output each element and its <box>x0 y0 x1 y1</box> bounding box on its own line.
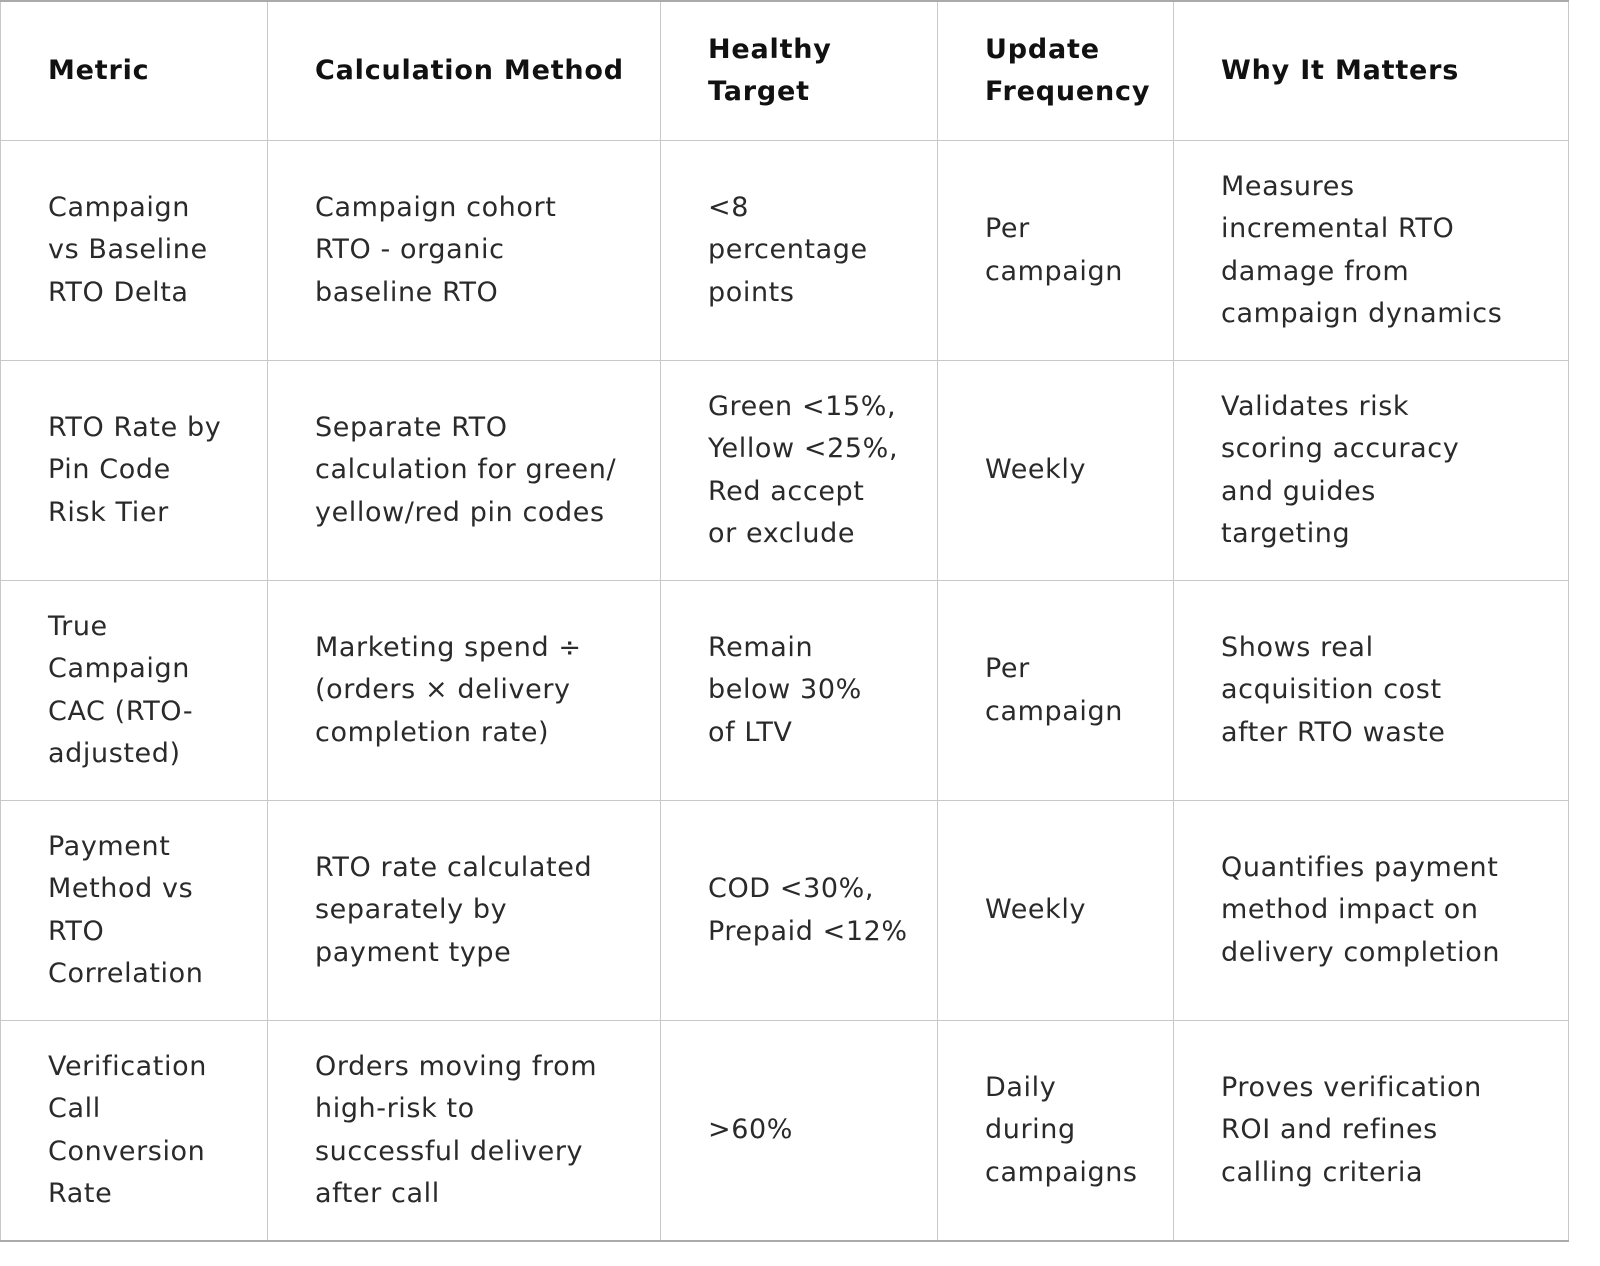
cell-text: calculation for green/ <box>315 454 617 486</box>
cell-text: Campaign <box>48 653 190 684</box>
cell-text: Call <box>48 1093 101 1124</box>
cell-text: Yellow <25%, <box>708 433 899 464</box>
header-text: Target <box>708 76 810 107</box>
cell-calculation-method <box>268 1021 661 1242</box>
cell-text: calling criteria <box>1221 1156 1424 1188</box>
cell-why-it-matters <box>1174 581 1569 801</box>
cell-healthy-target <box>661 801 938 1021</box>
cell-text: campaign dynamics <box>1221 298 1503 329</box>
cell-text: Rate <box>48 1178 113 1209</box>
cell-text: campaign <box>985 695 1123 727</box>
cell-text: during <box>985 1114 1076 1146</box>
header-text: Why It Matters <box>1221 54 1460 86</box>
header-update-frequency <box>938 1 1174 141</box>
cell-text: RTO - organic <box>315 234 505 266</box>
cell-text: RTO <box>48 915 105 947</box>
header-healthy-target <box>661 1 938 141</box>
cell-calculation-method <box>268 361 661 581</box>
header-metric <box>1 1 268 141</box>
cell-text: method impact on <box>1221 894 1479 926</box>
cell-text: >60% <box>708 1114 794 1146</box>
table-row <box>1 1021 1569 1242</box>
cell-text: Weekly <box>985 894 1087 926</box>
header-text: Metric <box>48 54 150 86</box>
cell-metric <box>1 581 268 801</box>
cell-text: Validates risk <box>1221 390 1410 422</box>
cell-text: campaign <box>985 255 1123 287</box>
header-row <box>1 1 1569 141</box>
cell-text: adjusted) <box>48 738 181 769</box>
cell-healthy-target <box>661 361 938 581</box>
cell-text: vs Baseline <box>48 234 208 266</box>
cell-update-frequency <box>938 361 1174 581</box>
cell-text: percentage <box>708 234 868 266</box>
cell-text: Pin Code <box>48 454 171 486</box>
cell-text: points <box>708 276 795 308</box>
cell-text: Orders moving from <box>315 1050 598 1082</box>
cell-metric <box>1 801 268 1021</box>
header-why-it-matters <box>1174 1 1569 141</box>
cell-text: delivery completion <box>1221 936 1501 968</box>
cell-text: True <box>48 610 108 642</box>
cell-text: Remain <box>708 631 814 663</box>
cell-text: Proves verification <box>1221 1071 1482 1103</box>
cell-text: <8 <box>708 191 750 223</box>
cell-text: scoring accuracy <box>1221 433 1460 464</box>
cell-healthy-target <box>661 1021 938 1242</box>
cell-why-it-matters <box>1174 361 1569 581</box>
cell-text: Measures <box>1221 170 1355 202</box>
cell-metric <box>1 1021 268 1242</box>
cell-why-it-matters <box>1174 1021 1569 1242</box>
cell-healthy-target <box>661 141 938 361</box>
cell-text: Per <box>985 213 1030 244</box>
cell-text: acquisition cost <box>1221 674 1442 706</box>
cell-text: or exclude <box>708 518 856 549</box>
cell-text: RTO Delta <box>48 276 189 308</box>
cell-text: successful delivery <box>315 1135 584 1167</box>
cell-text: Prepaid <12% <box>708 915 908 947</box>
header-calculation-method <box>268 1 661 141</box>
cell-text: damage from <box>1221 255 1410 287</box>
cell-text: Campaign <box>48 191 190 223</box>
cell-text: of LTV <box>708 716 793 748</box>
cell-text: Payment <box>48 830 171 862</box>
cell-text: Per <box>985 653 1030 684</box>
cell-text: after RTO waste <box>1221 716 1446 748</box>
cell-text: Conversion <box>48 1135 206 1167</box>
cell-text: ROI and refines <box>1221 1114 1438 1146</box>
cell-text: Daily <box>985 1071 1057 1103</box>
cell-calculation-method <box>268 141 661 361</box>
cell-why-it-matters <box>1174 801 1569 1021</box>
cell-text: payment type <box>315 936 512 968</box>
cell-text: below 30% <box>708 674 862 706</box>
header-text: Frequency <box>985 76 1151 107</box>
table-row <box>1 141 1569 361</box>
cell-text: RTO rate calculated <box>315 851 593 883</box>
header-text: Healthy <box>708 33 832 65</box>
table-row <box>1 361 1569 581</box>
cell-text: and guides <box>1221 475 1376 507</box>
table-row <box>1 801 1569 1021</box>
cell-text: Weekly <box>985 454 1087 486</box>
cell-text: Marketing spend ÷ <box>315 631 582 663</box>
cell-text: Quantifies payment <box>1221 851 1499 883</box>
cell-text: COD <30%, <box>708 873 875 904</box>
cell-update-frequency <box>938 141 1174 361</box>
cell-text: incremental RTO <box>1221 213 1455 244</box>
cell-text: high-risk to <box>315 1093 475 1124</box>
cell-text: RTO Rate by <box>48 411 222 443</box>
cell-metric <box>1 141 268 361</box>
cell-text: Verification <box>48 1050 207 1082</box>
cell-text: separately by <box>315 894 508 926</box>
cell-text: Correlation <box>48 958 204 989</box>
cell-text: yellow/red pin codes <box>315 496 605 528</box>
cell-text: baseline RTO <box>315 276 499 308</box>
cell-healthy-target <box>661 581 938 801</box>
cell-text: Risk Tier <box>48 496 169 528</box>
cell-text: CAC (RTO- <box>48 695 194 727</box>
cell-text: campaigns <box>985 1156 1138 1188</box>
cell-calculation-method <box>268 581 661 801</box>
cell-update-frequency <box>938 1021 1174 1242</box>
cell-update-frequency <box>938 581 1174 801</box>
cell-text: Green <15%, <box>708 390 897 422</box>
table-row <box>1 581 1569 801</box>
cell-text: completion rate) <box>315 716 550 748</box>
header-text: Update <box>985 33 1100 65</box>
cell-metric <box>1 361 268 581</box>
cell-why-it-matters <box>1174 141 1569 361</box>
cell-text: Separate RTO <box>315 411 508 443</box>
cell-text: (orders × delivery <box>315 674 571 706</box>
cell-text: Campaign cohort <box>315 191 557 223</box>
cell-calculation-method <box>268 801 661 1021</box>
cell-text: Shows real <box>1221 631 1374 663</box>
cell-update-frequency <box>938 801 1174 1021</box>
cell-text: Method vs <box>48 873 194 904</box>
cell-text: after call <box>315 1178 440 1209</box>
cell-text: Red accept <box>708 475 865 507</box>
header-text: Calculation Method <box>315 54 624 86</box>
cell-text: targeting <box>1221 518 1351 549</box>
